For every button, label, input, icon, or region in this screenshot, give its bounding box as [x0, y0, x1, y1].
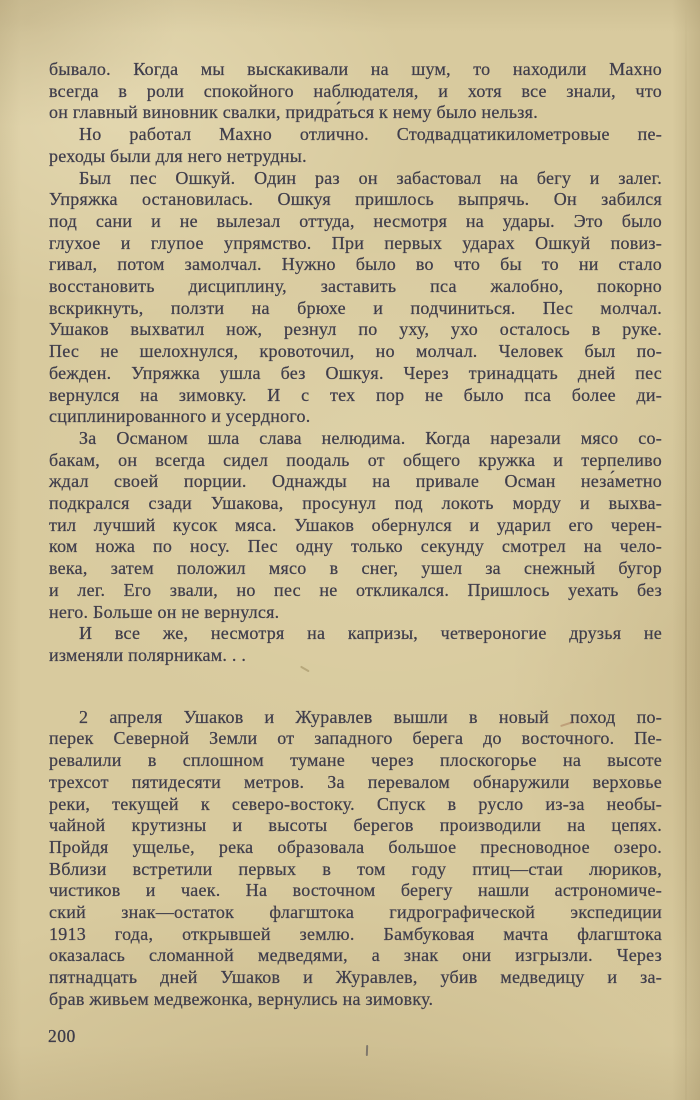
text-line: ком ножа по носу. Пес одну только секунду смотрел на чело-	[49, 536, 662, 557]
text-line: под сани и не вылезал оттуда, несмотря на удары. Это было	[49, 210, 662, 231]
paragraph	[49, 168, 662, 428]
text-line: восстановить дисциплину, заставить пса жалобно, покорно	[49, 276, 662, 297]
text-line: Но работал Махно отлично. Стодвадцатикилометровые пе-	[79, 124, 662, 145]
text-line: Вблизи встретили первых в том году птиц—стаи люриков,	[49, 858, 662, 879]
text-line: подкрался сзади Ушакова, просунул под локоть морду и выхва-	[49, 493, 662, 514]
text-line: сциплинированного и усердного.	[49, 406, 311, 427]
text-line: реки, текущей к северо-востоку. Спуск в русло из-за необы-	[49, 793, 662, 814]
text-line: Упряжка остановилась. Ошкуя пришлось выпрячь. Он забился	[49, 189, 662, 210]
text-line: 1913 года, открывшей землю. Бамбуковая мачта флагштока	[49, 923, 662, 944]
paragraph-new-section	[49, 707, 662, 1011]
text-line: глухое и глупое упрямство. При первых ударах Ошкуй повиз-	[49, 232, 662, 253]
text-line: бежден. Упряжка ушла без Ошкуя. Через тринадцать дней пес	[49, 362, 662, 383]
text-line: бывало. Когда мы выскакивали на шум, то находили Махно	[49, 59, 662, 79]
text-line: Пес не шелохнулся, кровоточил, но молчал. Человек был по-	[49, 341, 662, 362]
text-line: он главный виновник свалки, придра́ться к нему было нельзя.	[49, 102, 538, 123]
paragraph	[49, 428, 662, 623]
text-line: изменяли полярникам. . .	[49, 644, 247, 665]
paragraph	[49, 623, 662, 666]
text-line: реходы были для него нетрудны.	[49, 145, 307, 166]
text-line: века, затем положил мясо в снег, ушел за снежный бугор	[49, 558, 662, 579]
text-line: Пройдя ущелье, река образовала большое пресноводное озеро.	[49, 836, 662, 857]
text-line: Ушаков выхватил нож, резнул по уху, ухо осталось в руке.	[49, 319, 662, 340]
text-line: тил лучший кусок мяса. Ушаков обернулся и ударил его черен-	[49, 514, 662, 535]
text-line: И все же, несмотря на капризы, четвероногие друзья не	[79, 623, 662, 644]
page-gutter-edge	[685, 0, 687, 1100]
text-line: пятнадцать дней Ушаков и Журавлев, убив медведицу и за-	[49, 967, 662, 988]
paragraph	[49, 124, 662, 167]
text-line: чайной крутизны и высоты берегов производили на цепях.	[49, 815, 662, 836]
text-line: ский знак—остаток флагштока гидрографической экспедиции	[49, 902, 662, 923]
text-line: 2 апреля Ушаков и Журавлев вышли в новый поход по-	[79, 706, 662, 727]
text-line: вскрикнуть, ползти на брюхе и подчиниться. Пес молчал.	[49, 297, 662, 318]
text-line: трехсот пятидесяти метров. За перевалом обнаружили верховье	[49, 771, 662, 792]
page-number: 200	[48, 1026, 76, 1046]
text-line: всегда в роли спокойного наблюдателя, и хотя все знали, что	[49, 80, 662, 101]
text-line: брав живьем медвежонка, вернулись на зимовку.	[49, 988, 434, 1009]
text-line: перек Северной Земли от западного берега до восточного. Пе-	[49, 728, 662, 749]
text-line: него. Больше он не вернулся.	[49, 601, 280, 622]
body-text	[49, 59, 662, 1011]
text-line: ждал своей порции. Однажды на привале Осман неза́метно	[49, 471, 662, 492]
text-line: ревалили в сплошном тумане через плоскогорье на высоте	[49, 750, 662, 771]
text-line: бакам, он всегда сидел поодаль от общего кружка и терпеливо	[49, 449, 662, 470]
text-line: оказалась сломанной медведями, а знак они изгрызли. Через	[49, 945, 662, 966]
text-line: гивал, потом замолчал. Нужно было во что бы то ни стало	[49, 254, 662, 275]
ink-speck	[366, 1045, 368, 1056]
text-line: вернулся на зимовку. И с тех пор не было пса более ди-	[49, 384, 662, 405]
paragraph-continuation	[49, 59, 662, 124]
text-line: Был пес Ошкуй. Один раз он забастовал на бегу и залег.	[79, 167, 662, 188]
text-line: и лег. Его звали, но пес не откликался. Пришлось уехать без	[49, 579, 662, 600]
text-line: За Османом шла слава нелюдима. Когда нарезали мясо со-	[79, 427, 662, 448]
text-line: чистиков и чаек. На восточном берегу нашли астрономиче-	[49, 880, 662, 901]
